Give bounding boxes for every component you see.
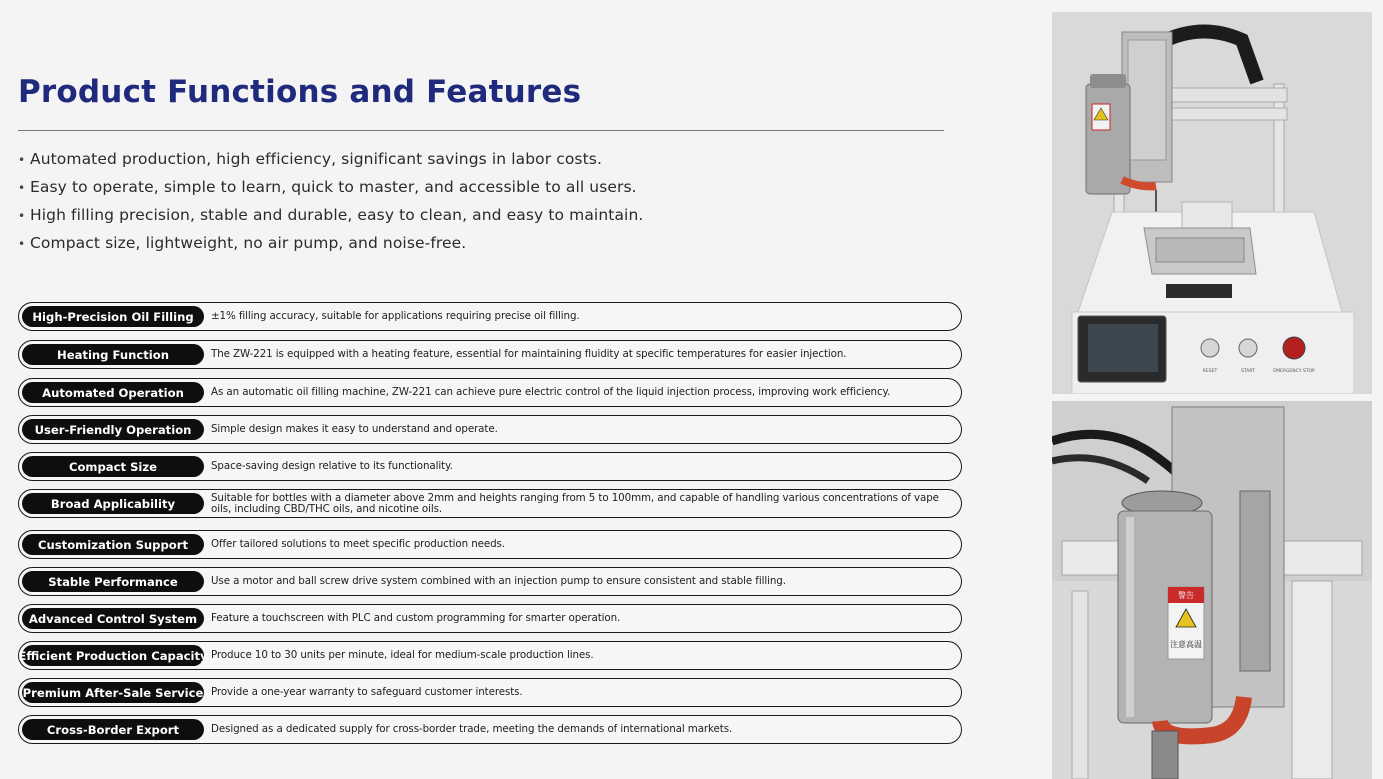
feature-row bbox=[18, 415, 962, 444]
bullet-dot-icon: • bbox=[18, 153, 26, 167]
feature-row bbox=[18, 604, 962, 633]
feature-label: Customization Support bbox=[22, 534, 204, 555]
bullet-item: • Automated production, high efficiency, significant savings in labor costs. bbox=[18, 147, 643, 175]
feature-description: Offer tailored solutions to meet specific production needs. bbox=[211, 538, 505, 550]
feature-label: Cross-Border Export bbox=[22, 719, 204, 740]
bullet-item: • Compact size, lightweight, no air pump, and noise-free. bbox=[18, 231, 643, 259]
page-title: Product Functions and Features bbox=[18, 74, 582, 110]
feature-label: Premium After-Sale Service bbox=[22, 682, 204, 703]
feature-label: Heating Function bbox=[22, 344, 204, 365]
bullet-item: • High filling precision, stable and durable, easy to clean, and easy to maintain. bbox=[18, 203, 643, 231]
warning-sublabel: 注意高温 bbox=[1170, 640, 1202, 649]
feature-row bbox=[18, 378, 962, 407]
feature-row bbox=[18, 452, 962, 481]
bullet-dot-icon: • bbox=[18, 237, 26, 251]
feature-description: As an automatic oil filling machine, ZW-221 can achieve pure electric control of the liquid injection process, improving work efficiency. bbox=[211, 386, 891, 398]
feature-description: Use a motor and ball screw drive system combined with an injection pump to ensure consistent and stable filling. bbox=[211, 575, 786, 587]
feature-description: Provide a one-year warranty to safeguard customer interests. bbox=[211, 686, 523, 698]
feature-description: ±1% filling accuracy, suitable for applications requiring precise oil filling. bbox=[211, 310, 580, 322]
feature-description: Space-saving design relative to its functionality. bbox=[211, 460, 453, 472]
bullet-dot-icon: • bbox=[18, 181, 26, 195]
nozzle-closeup-illustration bbox=[1052, 401, 1372, 779]
feature-label: User-Friendly Operation bbox=[22, 419, 204, 440]
reset-label: RESET bbox=[1202, 369, 1218, 374]
feature-label: Broad Applicability bbox=[22, 493, 204, 514]
feature-row bbox=[18, 678, 962, 707]
machine-overview-photo bbox=[1052, 12, 1372, 394]
feature-description: Feature a touchscreen with PLC and custom programming for smarter operation. bbox=[211, 612, 621, 624]
feature-label: High-Precision Oil Filling bbox=[22, 306, 204, 327]
feature-row bbox=[18, 641, 962, 670]
feature-description: The ZW-221 is equipped with a heating feature, essential for maintaining fluidity at specific temperatures for easier injection. bbox=[211, 348, 847, 360]
feature-label: Compact Size bbox=[22, 456, 204, 477]
feature-description: Suitable for bottles with a diameter above 2mm and heights ranging from 5 to 100mm, and capable of handling various concentrations of vape oils, including CBD/THC oils, and nicotine oils. bbox=[211, 491, 939, 515]
feature-description: Simple design makes it easy to understand and operate. bbox=[211, 423, 498, 435]
machine-overview-illustration bbox=[1052, 12, 1372, 394]
feature-label: Advanced Control System bbox=[22, 608, 204, 629]
bullet-item: • Easy to operate, simple to learn, quick to master, and accessible to all users. bbox=[18, 175, 643, 203]
emergency-stop-label: EMERGENCY STOP bbox=[1273, 369, 1315, 374]
bullet-dot-icon: • bbox=[18, 209, 26, 223]
feature-label: Automated Operation bbox=[22, 382, 204, 403]
feature-row bbox=[18, 340, 962, 369]
feature-row bbox=[18, 489, 962, 518]
feature-label: Efficient Production Capacity bbox=[22, 645, 204, 666]
feature-row bbox=[18, 715, 962, 744]
warning-label: 警告 bbox=[1178, 591, 1194, 600]
feature-description: Designed as a dedicated supply for cross-border trade, meeting the demands of international markets. bbox=[211, 723, 733, 735]
start-label: START bbox=[1241, 369, 1255, 374]
title-divider bbox=[18, 130, 944, 131]
feature-row bbox=[18, 530, 962, 559]
feature-label: Stable Performance bbox=[22, 571, 204, 592]
bullet-list bbox=[18, 147, 643, 259]
feature-description: Produce 10 to 30 units per minute, ideal for medium-scale production lines. bbox=[211, 649, 594, 661]
nozzle-closeup-photo bbox=[1052, 401, 1372, 779]
feature-row bbox=[18, 302, 962, 331]
feature-row bbox=[18, 567, 962, 596]
